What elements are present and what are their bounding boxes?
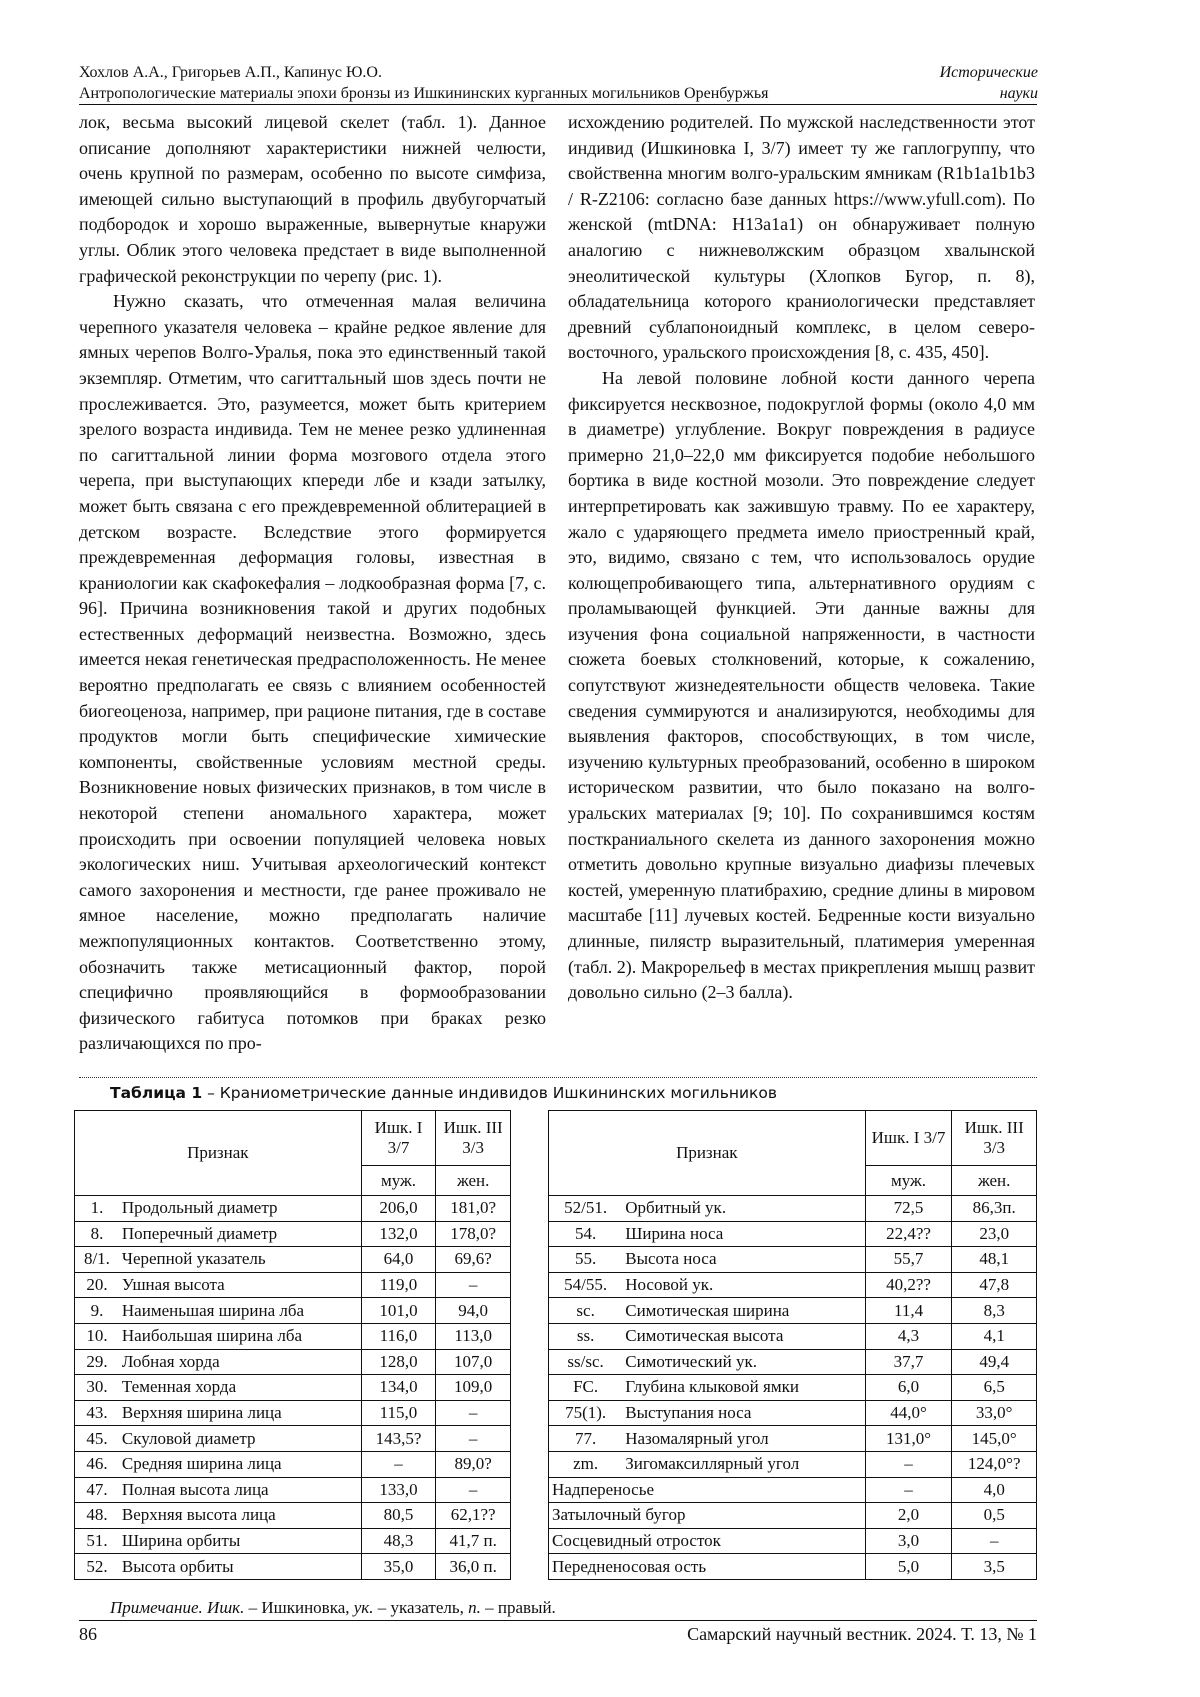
- trait-number: ss/sc.: [549, 1349, 623, 1375]
- header-title: Антропологические материалы эпохи бронзы из Ишкининских курганных могильников Оренбуржья: [79, 85, 769, 102]
- trait-number: 20.: [75, 1272, 119, 1298]
- table-row: [549, 1554, 1037, 1580]
- value-ishk-i: 116,0: [361, 1323, 436, 1349]
- value-ishk-i: –: [361, 1451, 436, 1477]
- table-row: [75, 1375, 511, 1401]
- trait-label: Поперечный диаметр: [119, 1221, 361, 1247]
- header-authors: Хохлов А.А., Григорьев А.П., Капинус Ю.О.: [79, 64, 382, 81]
- value-ishk-i: 22,4??: [865, 1221, 952, 1247]
- table-row: [549, 1503, 1037, 1529]
- trait-number: 54/55.: [549, 1272, 623, 1298]
- trait-label: Продольный диаметр: [119, 1196, 361, 1222]
- trait-number: sc.: [549, 1298, 623, 1324]
- value-ishk-i: 72,5: [865, 1196, 952, 1222]
- value-ishk-i: 80,5: [361, 1503, 436, 1529]
- trait-number: 55.: [549, 1247, 623, 1273]
- table-row: [549, 1196, 1037, 1222]
- value-ishk-i: 6,0: [865, 1375, 952, 1401]
- table-row: [549, 1221, 1037, 1247]
- trait-label: Носовой ук.: [622, 1272, 865, 1298]
- trait-label: Верхняя ширина лица: [119, 1400, 361, 1426]
- trait-label: Затылочный бугор: [549, 1503, 866, 1529]
- trait-number: 29.: [75, 1349, 119, 1375]
- footer-rule: [79, 1620, 1037, 1621]
- value-ishk-iii: 33,0°: [952, 1400, 1037, 1426]
- table-row: [549, 1451, 1037, 1477]
- table-row: [75, 1554, 511, 1580]
- value-ishk-iii: 181,0?: [436, 1196, 511, 1222]
- left-column: [79, 110, 546, 1057]
- section-label-line1: Исторические: [939, 64, 1038, 81]
- value-ishk-iii: 23,0: [952, 1221, 1037, 1247]
- note-p: п.: [468, 1598, 481, 1617]
- header-col1: Ишк. I 3/7: [361, 1111, 436, 1166]
- value-ishk-i: 64,0: [361, 1247, 436, 1273]
- table-row: [549, 1477, 1037, 1503]
- header-col1: Ишк. I 3/7: [865, 1111, 952, 1166]
- trait-label: Ушная высота: [119, 1272, 361, 1298]
- table-row: [75, 1196, 511, 1222]
- table-row: [549, 1298, 1037, 1324]
- trait-number: 51.: [75, 1528, 119, 1554]
- value-ishk-i: 4,3: [865, 1323, 952, 1349]
- trait-number: 45.: [75, 1426, 119, 1452]
- value-ishk-i: 101,0: [361, 1298, 436, 1324]
- value-ishk-i: 2,0: [865, 1503, 952, 1529]
- trait-label: Надпереносье: [549, 1477, 866, 1503]
- trait-number: 9.: [75, 1298, 119, 1324]
- value-ishk-i: 48,3: [361, 1528, 436, 1554]
- page-number: 86: [79, 1624, 97, 1644]
- value-ishk-iii: 49,4: [952, 1349, 1037, 1375]
- journal-citation: Самарский научный вестник. 2024. Т. 13, № 1: [687, 1624, 1037, 1644]
- trait-label: Симотическая высота: [622, 1323, 865, 1349]
- table-row: [75, 1298, 511, 1324]
- note-uk: ук.: [353, 1598, 374, 1617]
- table-row: [75, 1477, 511, 1503]
- value-ishk-iii: –: [436, 1426, 511, 1452]
- trait-number: FC.: [549, 1375, 623, 1401]
- trait-number: ss.: [549, 1323, 623, 1349]
- value-ishk-i: 40,2??: [865, 1272, 952, 1298]
- trait-label: Назомалярный угол: [622, 1426, 865, 1452]
- value-ishk-i: 115,0: [361, 1400, 436, 1426]
- trait-number: 8.: [75, 1221, 119, 1247]
- value-ishk-iii: 145,0°: [952, 1426, 1037, 1452]
- trait-label: Высота носа: [622, 1247, 865, 1273]
- sex-male: муж.: [865, 1166, 952, 1196]
- table-row: [549, 1272, 1037, 1298]
- note-text-3: – правый.: [480, 1598, 556, 1617]
- sex-female: жен.: [436, 1166, 511, 1196]
- value-ishk-i: 44,0°: [865, 1400, 952, 1426]
- value-ishk-iii: 41,7 п.: [436, 1528, 511, 1554]
- value-ishk-iii: 107,0: [436, 1349, 511, 1375]
- trait-number: 54.: [549, 1221, 623, 1247]
- trait-number: 10.: [75, 1323, 119, 1349]
- header-trait: Признак: [75, 1111, 362, 1196]
- header-trait: Признак: [549, 1111, 866, 1196]
- table-note: [110, 1597, 556, 1619]
- trait-number: 75(1).: [549, 1400, 623, 1426]
- value-ishk-iii: –: [436, 1477, 511, 1503]
- trait-number: 47.: [75, 1477, 119, 1503]
- table-row: [75, 1272, 511, 1298]
- trait-label: Скуловой диаметр: [119, 1426, 361, 1452]
- cranio-table-right: [548, 1110, 1037, 1580]
- trait-label: Симотическая ширина: [622, 1298, 865, 1324]
- trait-number: 77.: [549, 1426, 623, 1452]
- value-ishk-iii: 4,1: [952, 1323, 1037, 1349]
- table-row: [549, 1400, 1037, 1426]
- table-row: [75, 1426, 511, 1452]
- table-row: [75, 1451, 511, 1477]
- trait-label: Высота орбиты: [119, 1554, 361, 1580]
- table-row: [75, 1349, 511, 1375]
- value-ishk-iii: 89,0?: [436, 1451, 511, 1477]
- table-row: [549, 1323, 1037, 1349]
- value-ishk-i: 134,0: [361, 1375, 436, 1401]
- table-caption-text: – Краниометрические данные индивидов Ишкининских могильников: [202, 1084, 778, 1102]
- paragraph: Нужно сказать, что отмеченная малая величина черепного указателя человека – крайне редкое явление для ямных черепов Волго-Уралья, пока это единственный такой экземпляр. Отметим, что сагиттальный шов здесь почти не прослеживается. Это, разумеется, может быть критерием зрелого возраста индивида. Тем не менее резко удлиненная по сагиттальной линии форма мозгового отдела этого черепа, при выступающих кпереди лбе и кзади затылку, может быть связана с его преждевременной облитерацией в детском возрасте. Вследствие этого формируется преждевременная деформация головы, известная в краниологии как скафокефалия – лодкообразная форма [7, с. 96]. Причина возникновения такой и других подобных естественных деформаций неизвестна. Возможно, здесь имеется некая генетическая предрасположенность. Не менее вероятно предполагать ее связь с влиянием особенностей биогеоценоза, например, при рационе питания, где в составе продуктов могли быть специфические химические компоненты, свойственные условиям местной среды. Возникновение новых физических признаков, в том числе в некоторой степени аномального характера, может происходить при освоении популяцией человека новых экологических ниш. Учитывая археологический контекст самого захоронения и местности, где ранее проживало не ямное население, можно предполагать наличие межпопуляционных контактов. Соответственно этому, обозначить также метисационный фактор, порой специфично проявляющийся в формообразовании физического габитуса потомков при браках резко различающихся по про-: [79, 291, 546, 1054]
- table-row: [549, 1349, 1037, 1375]
- table-row: [75, 1247, 511, 1273]
- value-ishk-i: 3,0: [865, 1528, 952, 1554]
- table-caption: [110, 1082, 777, 1104]
- value-ishk-iii: 86,3п.: [952, 1196, 1037, 1222]
- trait-label: Полная высота лица: [119, 1477, 361, 1503]
- header-col2: Ишк. III 3/3: [952, 1111, 1037, 1166]
- table-row: [75, 1528, 511, 1554]
- table-row: [75, 1400, 511, 1426]
- value-ishk-i: 206,0: [361, 1196, 436, 1222]
- note-label: Примечание. Ишк.: [110, 1598, 245, 1617]
- value-ishk-i: –: [865, 1477, 952, 1503]
- header-rule: [79, 104, 1037, 105]
- value-ishk-i: 131,0°: [865, 1426, 952, 1452]
- trait-label: Верхняя высота лица: [119, 1503, 361, 1529]
- value-ishk-iii: 109,0: [436, 1375, 511, 1401]
- trait-label: Ширина носа: [622, 1221, 865, 1247]
- value-ishk-i: 132,0: [361, 1221, 436, 1247]
- section-label-line2: науки: [999, 85, 1038, 102]
- value-ishk-iii: –: [436, 1272, 511, 1298]
- value-ishk-iii: 124,0°?: [952, 1451, 1037, 1477]
- value-ishk-iii: 0,5: [952, 1503, 1037, 1529]
- value-ishk-iii: 178,0?: [436, 1221, 511, 1247]
- trait-label: Глубина клыковой ямки: [622, 1375, 865, 1401]
- trait-label: Наименьшая ширина лба: [119, 1298, 361, 1324]
- trait-number: 30.: [75, 1375, 119, 1401]
- table-row: [75, 1323, 511, 1349]
- value-ishk-i: 119,0: [361, 1272, 436, 1298]
- value-ishk-i: 55,7: [865, 1247, 952, 1273]
- trait-number: 8/1.: [75, 1247, 119, 1273]
- value-ishk-i: 11,4: [865, 1298, 952, 1324]
- table-row: [549, 1426, 1037, 1452]
- trait-label: Ширина орбиты: [119, 1528, 361, 1554]
- value-ishk-iii: 8,3: [952, 1298, 1037, 1324]
- value-ishk-iii: –: [436, 1400, 511, 1426]
- section-label: [878, 62, 1038, 104]
- note-text-2: – указатель,: [373, 1598, 469, 1617]
- trait-number: 52.: [75, 1554, 119, 1580]
- running-header: [79, 62, 939, 104]
- paragraph: исхождению родителей. По мужской наследственности этот индивид (Ишкиновка I, 3/7) имеет ту же гаплогруппу, что свойственна многим волго-уральским ямникам (R1b1a1b1b3 / R-Z2106: согласно базе данных https://www.yfull.com). По женской (mtDNA: H13a1a1) он обнаруживает полную аналогию с нижневолжским образцом хвалынской энеолитической культуры (Хлопков Бугор, п. 8), обладательница которого краниологически представляет древний сублапоноидный комплекс, в целом северо-восточного, уральского происхождения [8, с. 435, 450].: [568, 112, 1035, 363]
- note-text-1: – Ишкиновка,: [244, 1598, 354, 1617]
- value-ishk-i: 35,0: [361, 1554, 436, 1580]
- trait-label: Выступания носа: [622, 1400, 865, 1426]
- sex-male: муж.: [361, 1166, 436, 1196]
- trait-number: 43.: [75, 1400, 119, 1426]
- value-ishk-iii: 113,0: [436, 1323, 511, 1349]
- value-ishk-iii: –: [952, 1528, 1037, 1554]
- trait-number: 48.: [75, 1503, 119, 1529]
- paragraph: На левой половине лобной кости данного черепа фиксируется несквозное, подокруглой формы (около 4,0 мм в диаметре) углубление. Вокруг повреждения в радиусе примерно 21,0–22,0 мм фиксируется подобие небольшого бортика в виде костной мозоли. Это повреждение следует интерпретировать как зажившую травму. По ее характеру, жало с ударяющего предмета имело приостренный край, это, видимо, связано с тем, что использовалось орудие колющепробивающего типа, альтернативного орудиям с проламывающей функцией. Эти данные важны для изучения фона социальной напряженности, в частности сюжета боевых столкновений, которые, к сожалению, сопутствуют жизнедеятельности обществ человека. Такие сведения суммируются и анализируются, необходимы для выявления факторов, способствующих, в том числе, изучению культурных преобразований, особенно в широком историческом развитии, что было показано на волго-уральских материалах [9; 10]. По сохранившимся костям посткраниального скелета из данного захоронения можно отметить довольно крупные визуально диафизы плечевых костей, умеренную платибрахию, средние длины в мировом масштабе [11] лучевых костей. Бедренные кости визуально длинные, пилястр выразительный, платимерия умеренная (табл. 2). Макрорельеф в местах прикрепления мышц развит довольно сильно (2–3 балла).: [568, 367, 1035, 1003]
- table-caption-label: Таблица 1: [110, 1084, 203, 1102]
- trait-number: 52/51.: [549, 1196, 623, 1222]
- value-ishk-iii: 6,5: [952, 1375, 1037, 1401]
- value-ishk-i: 5,0: [865, 1554, 952, 1580]
- value-ishk-iii: 4,0: [952, 1477, 1037, 1503]
- trait-label: Зигомаксиллярный угол: [622, 1451, 865, 1477]
- table-row: [549, 1528, 1037, 1554]
- right-column: [568, 110, 1035, 1006]
- table-row: [549, 1247, 1037, 1273]
- header-col2: Ишк. III 3/3: [436, 1111, 511, 1166]
- table-row: [75, 1503, 511, 1529]
- trait-number: zm.: [549, 1451, 623, 1477]
- value-ishk-i: 133,0: [361, 1477, 436, 1503]
- value-ishk-i: –: [865, 1451, 952, 1477]
- cranio-table-left: [74, 1110, 511, 1580]
- table-row: [549, 1375, 1037, 1401]
- trait-label: Сосцевидный отросток: [549, 1528, 866, 1554]
- trait-label: Теменная хорда: [119, 1375, 361, 1401]
- value-ishk-iii: 94,0: [436, 1298, 511, 1324]
- table-separator: [79, 1077, 1037, 1078]
- value-ishk-i: 128,0: [361, 1349, 436, 1375]
- paragraph: лок, весьма высокий лицевой скелет (табл. 1). Данное описание дополняют характеристики нижней челюсти, очень крупной по размерам, особенно по высоте симфиза, имеющей сильно выступающий в профиль двубугорчатый подбородок и хорошо выраженные, вывернутые кнаружи углы. Облик этого человека предстает в виде выполненной графической реконструкции по черепу (рис. 1).: [79, 112, 546, 286]
- value-ishk-iii: 36,0 п.: [436, 1554, 511, 1580]
- trait-label: Орбитный ук.: [622, 1196, 865, 1222]
- trait-label: Лобная хорда: [119, 1349, 361, 1375]
- trait-label: Передненосовая ость: [549, 1554, 866, 1580]
- value-ishk-i: 37,7: [865, 1349, 952, 1375]
- trait-label: Симотический ук.: [622, 1349, 865, 1375]
- trait-label: Средняя ширина лица: [119, 1451, 361, 1477]
- sex-female: жен.: [952, 1166, 1037, 1196]
- value-ishk-i: 143,5?: [361, 1426, 436, 1452]
- value-ishk-iii: 3,5: [952, 1554, 1037, 1580]
- table-row: [75, 1221, 511, 1247]
- trait-number: 1.: [75, 1196, 119, 1222]
- trait-label: Черепной указатель: [119, 1247, 361, 1273]
- trait-number: 46.: [75, 1451, 119, 1477]
- value-ishk-iii: 48,1: [952, 1247, 1037, 1273]
- value-ishk-iii: 47,8: [952, 1272, 1037, 1298]
- value-ishk-iii: 69,6?: [436, 1247, 511, 1273]
- trait-label: Наибольшая ширина лба: [119, 1323, 361, 1349]
- value-ishk-iii: 62,1??: [436, 1503, 511, 1529]
